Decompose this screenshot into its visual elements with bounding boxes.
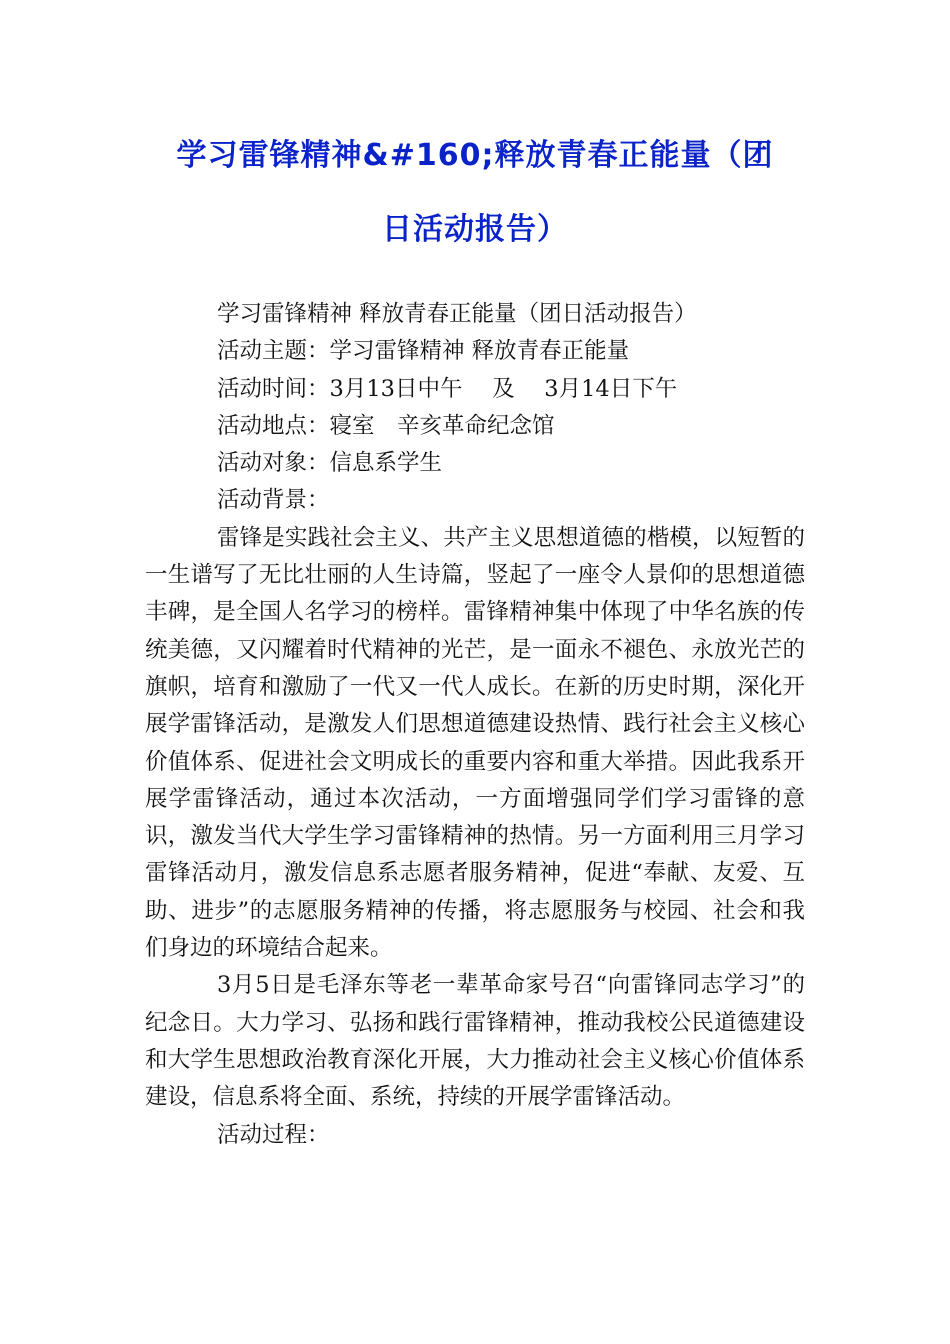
activity-audience: 活动对象：信息系学生 — [217, 450, 443, 477]
document-title-line-2: 日活动报告） — [382, 212, 568, 247]
document-body — [145, 296, 805, 1154]
activity-theme: 活动主题：学习雷锋精神 释放青春正能量 — [217, 338, 630, 365]
memorial-paragraph: 3月5日是毛泽东等老一辈革命家号召“向雷锋同志学习”的纪念日。大力学习、弘扬和践行雷锋精神，推动我校公民道德建设和大学生思想政治教育深化开展，大力推动社会主义核心价值体系建设，信息系将全面、系统，持续的开展学雷锋活动。 — [145, 972, 805, 1111]
report-heading: 学习雷锋精神 释放青春正能量（团日活动报告） — [217, 301, 697, 327]
activity-location: 活动地点：寝室 辛亥革命纪念馆 — [217, 412, 555, 439]
activity-time: 活动时间：3月13日中午 及 3月14日下午 — [217, 375, 678, 402]
background-label: 活动背景： — [217, 487, 330, 514]
process-label: 活动过程： — [217, 1121, 330, 1148]
document-title-line-1: 学习雷锋精神&#160;释放青春正能量（团 — [176, 138, 774, 173]
background-paragraph: 雷锋是实践社会主义、共产主义思想道德的楷模，以短暂的一生谱写了无比壮丽的人生诗篇，竖起了一座令人景仰的思想道德丰碑，是全国人名学习的榜样。雷锋精神集中体现了中华名族的传统美德，又闪耀着时代精神的光芒，是一面永不褪色、永放光芒的旗帜，培育和激励了一代又一代人成长。在新的历史时期，深化开展学雷锋活动，是激发人们思想道德建设热情、践行社会主义核心价值体系、促进社会文明成长的重要内容和重大举措。因此我系开展学雷锋活动，通过本次活动，一方面增强同学们学习雷锋的意识，激发当代大学生学习雷锋精神的热情。另一方面利用三月学习雷锋活动月，激发信息系志愿者服务精神，促进“奉献、友爱、互助、进步”的志愿服务精神的传播，将志愿服务与校园、社会和我们身边的环境结合起来。 — [145, 524, 805, 962]
